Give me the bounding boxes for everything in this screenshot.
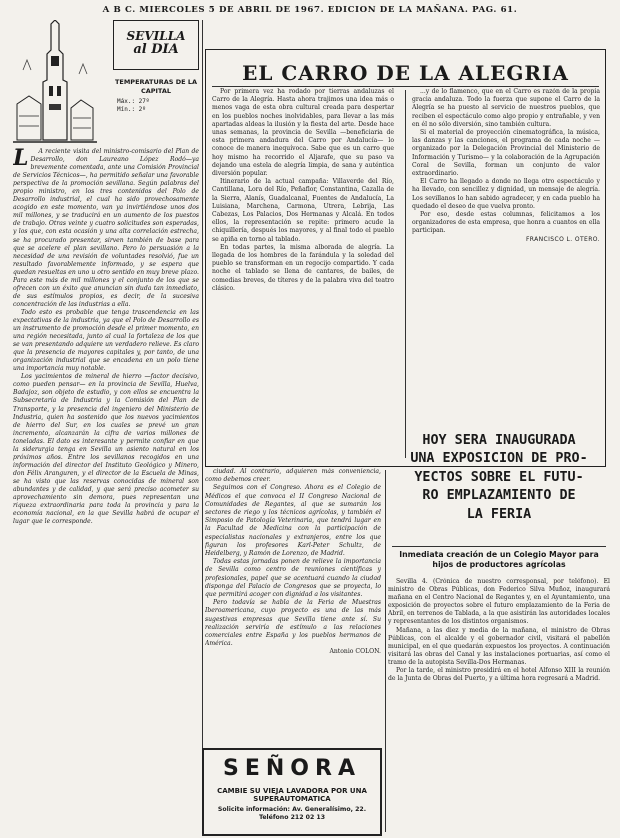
feature-paragraph: Por primera vez ha rodado por tierras andaluzas el Carro de la Alegría. Hasta ahora trajimos una idea más o menos vaga de esta obra cultural creada para despertar en los pueblos noches inolvidables, para llevar a las más apartadas aldeas la ilusión y la fiesta del arte. Desde hace unas semanas, la provincia de Sevilla —beneficiaria de esta primera andadura del Carro por Andalucía— lo conoce de manera inequívoca. Sabe que es un carro que hoy mismo ha recorrido el Aljarafe, que su paso va dejando una estela de alegría limpia, de sana y auténtica diversión popular.	[212, 88, 394, 178]
title-rule	[212, 86, 599, 87]
feature-paragraph: ...y de lo flamenco, que en el Carro es razón de la propia gracia andaluza. Todo la fuerza que supone el Carro de la Alegría se ha puesto al servicio de nuestros pueblos, que reciben el espectáculo como algo propio y entrañable, y ven en él no sólo diversión, sino también cultura.	[412, 88, 600, 128]
feature-column-2	[412, 88, 600, 460]
news-paragraph: Mañana, a las diez y media de la mañana, el ministro de Obras Públicas, con el alcalde y el gobernador civil, visitará el pabellón municipal, en el que quedarán expuestos los proyectos. A continuación visitará las obras del Canal y las instalaciones portuarias, así como el tramo de la autopista Sevilla-Dos Hermanas.	[388, 626, 610, 666]
news-paragraph: Sevilla 4. (Crónica de nuestro corresponsal, por teléfono). El ministro de Obras Públicas, don Federico Silva Muñoz, inaugurará mañana en el Centro Nacional de Regantes y, en el Ayuntamiento, una exposición de proyectos sobre el futuro emplazamiento de la Feria de Abril, en terrenos de Tablada, a la que asistirán las autoridades locales y representantes de los distintos organismos.	[388, 578, 610, 626]
feature-title: EL CARRO DE LA ALEGRIA	[242, 61, 569, 85]
news-paragraph: Por la tarde, el ministro presidirá en el hotel Alfonso XIII la reunión de la Junta de Obras del Puerto, y a última hora regresará a Madrid.	[388, 667, 610, 683]
continuation-paragraph: Todas estas jornadas ponen de relieve la importancia de Sevilla como centro de reuniones científicas y profesionales, papel que se acentuará cuando la ciudad disponga del Palacio de Congresos que se proyecta, lo que permitirá acoger con dignidad a los visitantes.	[205, 558, 381, 599]
section-title-line1: SEVILLA	[126, 29, 186, 43]
feature-paragraph: El Carro ha llegado a donde no llega otro espectáculo y ha llevado, con sencillez y dignidad, un mensaje de alegría. Los sevillanos lo han sabido agradecer, y en cada pueblo ha quedado el deseo de que vuelva pronto.	[412, 178, 600, 210]
column-rule	[405, 90, 406, 458]
sidebar-paragraph: A reciente visita del ministro-comisario del Plan de Desarrollo, don Laureano López Rodó—ya brevemente comentada, ante una Comisión Provincial de Servicios Técnicos—, ha permitido señalar una favorable perspectiva de la promoción sevillana. Según palabras del propio ministro, en los tres contenidos del Polo de Desarrollo industrial, el cual ha sido provechosamente acogido en este momento, van ya invirtiéndose unos dos mil millones, y se traducirá en un aumento de los puestos de trabajo. Otras veinte y cuatro solicitudes son esperadas, y los que, con esta ocasión y una alta correlación estrecha, se ha procurado presentar, sirven también de base para que se acelere el plan sevillano. Pero lo persuasión a la necesidad de una revisión de voluntades resolvió, fue un resultado favorablemente informado, y se espera que quedan resueltas en uno u otro sentido en muy breve plazo. Para este más de mil millones y el conjunto de los que se ofrecen con un éxito que anuncian sin duda tan inmediato, de sus estímulos propios, es decir, de la sucesiva concentración de las industrias a ella.	[13, 148, 199, 308]
cathedral-illustration-icon	[13, 20, 97, 145]
headline-rule	[392, 546, 606, 547]
continuation-byline: Antonio COLON.	[329, 648, 381, 656]
dropcap: L	[13, 145, 29, 171]
continuation-article	[205, 468, 381, 742]
advertisement	[202, 748, 382, 836]
sidebar-paragraph: Los yacimientos de mineral de hierro —factor decisivo, como pueden pensar— en la provincia de Sevilla, Huelva, Badajoz, son objeto de estudio, y con ellos se encuentra la Subsecretaría de Industria y la Comisión del Plan de Transporte, y la presencia del ingeniero del Ministerio de Industria, quien ha sostenido que los nuevos yacimientos de hierro del Sur, en los cuales se prevé un gran incremento, alcanzarán la cifra de varios millones de toneladas. El dato es interesante y permite confiar en que la siderurgia tenga en Sevilla un asiento natural en los próximos años. Entre los sevillanos recogidos en una información del director del Instituto Geológico y Minero, don Félix Aranguren, y el director de la Escuela de Minas, se ha visto que las reservas conocidas de mineral son abundantes y de calidad, y que será preciso acometer su aprovechamiento sin demora, pues representan una riqueza extraordinaria para toda la provincia y para la economía nacional, en la que Sevilla habrá de ocupar el lugar que le corresponde.	[13, 373, 199, 526]
feature-paragraph: En todas partes, la misma alborada de alegría. La llegada de los hombres de la farándula y la soledad del pueblo se transforman en un regocijo compartido. Y cada noche el tablado se llena de cantares, de bailes, de comedias breves, de títeres y de la palabra viva del teatro clásico.	[212, 243, 394, 292]
headline-line: RO EMPLAZAMIENTO DE	[422, 488, 576, 504]
headline-line: YECTOS SOBRE EL FUTU-	[414, 469, 584, 485]
temp-max: Máx.: 27º	[117, 98, 150, 105]
continuation-paragraph: ciudad. Al contrario, adquieren más conveniencia, como debemos creer.	[205, 468, 381, 484]
column-rule	[202, 20, 203, 832]
ad-contact: Solicite información: Av. Generalísimo, 22. Teléfono 212 02 13	[217, 806, 367, 821]
feature-column-1	[212, 88, 394, 460]
running-head: A B C. MIERCOLES 5 DE ABRIL DE 1967. EDICION DE LA MAÑANA. PAG. 61.	[102, 5, 518, 15]
section-masthead	[113, 20, 199, 70]
news-headline	[388, 432, 610, 524]
headline-line: LA FERIA	[466, 506, 532, 522]
temperatures-title: TEMPERATURAS DE LA CAPITAL	[114, 78, 198, 95]
sevilla-al-dia-column	[13, 20, 199, 832]
feature-paragraph: Por eso, desde estas columnas, felicitamos a los organizadores de esta empresa, que honra a cuantos en ella participan.	[412, 211, 600, 235]
news-subheadline: Inmediata creación de un Colegio Mayor para hijos de productores agrícolas	[399, 550, 599, 569]
feature-paragraph: Itinerario de la actual campaña: Villaverde del Río, Cantillana, Lora del Río, Peñaflor, Constantina, Cazalla de la Sierra, Alanís, Guadalcanal, Fuentes de Andalucía, La Luisiana, Marchena, Carmona, Utrera, Lebrija, Las Cabezas, Los Palacios, Dos Hermanas y Alcalá. En todos ellos, la representación se repite: primero acude la chiquillería, después los mayores, y al final todo el pueblo se apiña en torno al tablado.	[212, 178, 394, 243]
section-title-line2: al DIA	[133, 42, 179, 57]
headline-line: HOY SERA INAUGURADA	[422, 433, 576, 448]
sidebar-paragraph: Todo esto es probable que tenga trascendencia en las expectativas de la industria, ya que el Polo de Desarrollo es un instrumento de promoción desde el primer momento, en una región necesitada, junto al cual la fortaleza de los que se van presentando adquiere un verdadero relieve. Es claro que la presencia de mayores capitales y, por tanto, de una organización industrial que se encadena en un polo tiene una importancia muy notable.	[13, 308, 199, 373]
feature-paragraph: Si el material de proyección cinematográfica, la música, las danzas y las canciones, el programa de cada noche —organizado por la Delegación Provincial del Ministerio de Información y Turismo— y la colaboración de la Agrupación Coral de Sevilla, forman un conjunto de valor extraordinario.	[412, 129, 600, 178]
temperatures-box	[117, 98, 197, 114]
headline-line: UNA EXPOSICION DE PRO-	[410, 451, 588, 467]
continuation-paragraph: Seguimos con el Congreso. Ahora es el Colegio de Médicos el que convoca el II Congreso Nacional de Comunidades de Regantes, al que se sumarán los sectores de riego y los técnicos agrícolas, y también el Simposio de Patología Veterinaria, que tendrá lugar en la Facultad de Medicina con la participación de especialistas nacionales y extranjeros, entre los que figuran los profesores Karl-Peter Schultz, de Heidelberg, y Ramón de Lorenzo, de Madrid.	[205, 484, 381, 558]
ad-subtitle: CAMBIE SU VIEJA LAVADORA POR UNA SUPERAUTOMATICA	[217, 787, 367, 803]
column-rule	[385, 470, 386, 832]
feature-signature: FRANCISCO L. OTERO.	[525, 235, 600, 243]
continuation-paragraph: Pero todavía se habla de la Feria de Muestras Iberoamericana, cuyo proyecto es una de las más sugestivas empresas que Sevilla tiene ante sí. Su realización serviría de estímulo a las relaciones comerciales entre España y los pueblos hermanos de América.	[205, 599, 381, 648]
sidebar-article	[13, 145, 199, 526]
news-body	[388, 578, 610, 832]
ad-title: SEÑORA	[223, 756, 361, 781]
temp-min: Mín.: 2º	[117, 106, 146, 113]
